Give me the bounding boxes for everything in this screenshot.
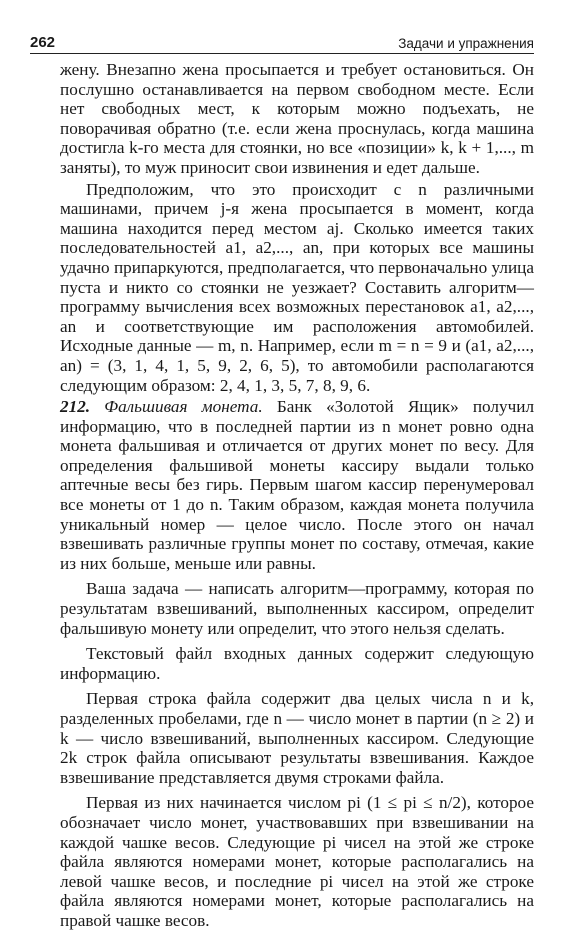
task-text: Банк «Золотой Ящик» получил информацию, что в последней партии из n монет ровно одна монета фальшивая и отличается от других монет по весу. Для определения фальшивой монеты кассиру выдали только аптечные весы без гирь. Первым шагом кассир перенумеровал все монеты от 1 до n. Таким образом, каждая монета получила уникальный номер — целое число. После этого он начал взвешивать различные группы монет по составу, отмечая, какие из них больше, меньше или равны. bbox=[60, 397, 535, 573]
page-body bbox=[60, 60, 534, 931]
paragraph-7: Первая из них начинается числом pi (1 ≤ pi ≤ n/2), которое обозначает число монет, участвовавших при взвешивании на каждой чашке весов. Следующие pi чисел на этой же строке файла являются номерами монет, которые располагались на левой чашке весов, и последние pi чисел на этой же строке файла являются номерами монет, которые располагались на правой чашке весов. bbox=[60, 793, 534, 930]
task-number: 212. bbox=[60, 397, 91, 417]
page-number: 262 bbox=[30, 34, 56, 51]
page-header bbox=[30, 27, 534, 51]
paragraph-1: жену. Внезапно жена просыпается и требует остановиться. Он послушно останавливается на первом свободном месте. Если нет свободных мест, к которым можно подъехать, не поворачивая обратно (т.е. если жена проснулась, когда машина достигла k-го места для стоянки, но все «позиции» k, k + 1,..., m заняты), то муж приносит свои извинения и едет дальше. bbox=[60, 60, 534, 177]
task-212-paragraph bbox=[60, 397, 534, 573]
paragraph-5: Текстовый файл входных данных содержит следующую информацию. bbox=[60, 644, 534, 683]
header-rule bbox=[30, 53, 534, 54]
task-title: Фальшивая монета. bbox=[104, 397, 263, 417]
paragraph-6: Первая строка файла содержит два целых числа n и k, разделенных пробелами, где n — число монет в партии (n ≥ 2) и k — число взвешиваний, выполненных кассиром. Следующие 2k строк файла описывают результаты взвешивания. Каждое взвешивание представляется двумя строками файла. bbox=[60, 689, 534, 787]
paragraph-4: Ваша задача — написать алгоритм—программу, которая по результатам взвешиваний, выполненных кассиром, определит фальшивую монету или определит, что этого нельзя сделать. bbox=[60, 579, 534, 638]
running-head: Задачи и упражнения bbox=[398, 36, 534, 51]
paragraph-2: Предположим, что это происходит с n различными машинами, причем j-я жена просыпается в момент, когда машина находится перед местом aj. Сколько имеется таких последовательностей a1, a2,..., an, при которых все машины удачно припаркуются, предполагается, что первоначально улица пуста и никто со стоянки не уезжает? Составить алгоритм—программу вычисления всех возможных перестановок a1, a2,..., an и соответствующие им расположения автомобилей. Исходные данные — m, n. Например, если m = n = 9 и (a1, a2,..., an) = (3, 1, 4, 1, 5, 9, 2, 6, 5), то автомобили располагаются следующим образом: 2, 4, 1, 3, 5, 7, 8, 9, 6. bbox=[60, 179, 534, 395]
